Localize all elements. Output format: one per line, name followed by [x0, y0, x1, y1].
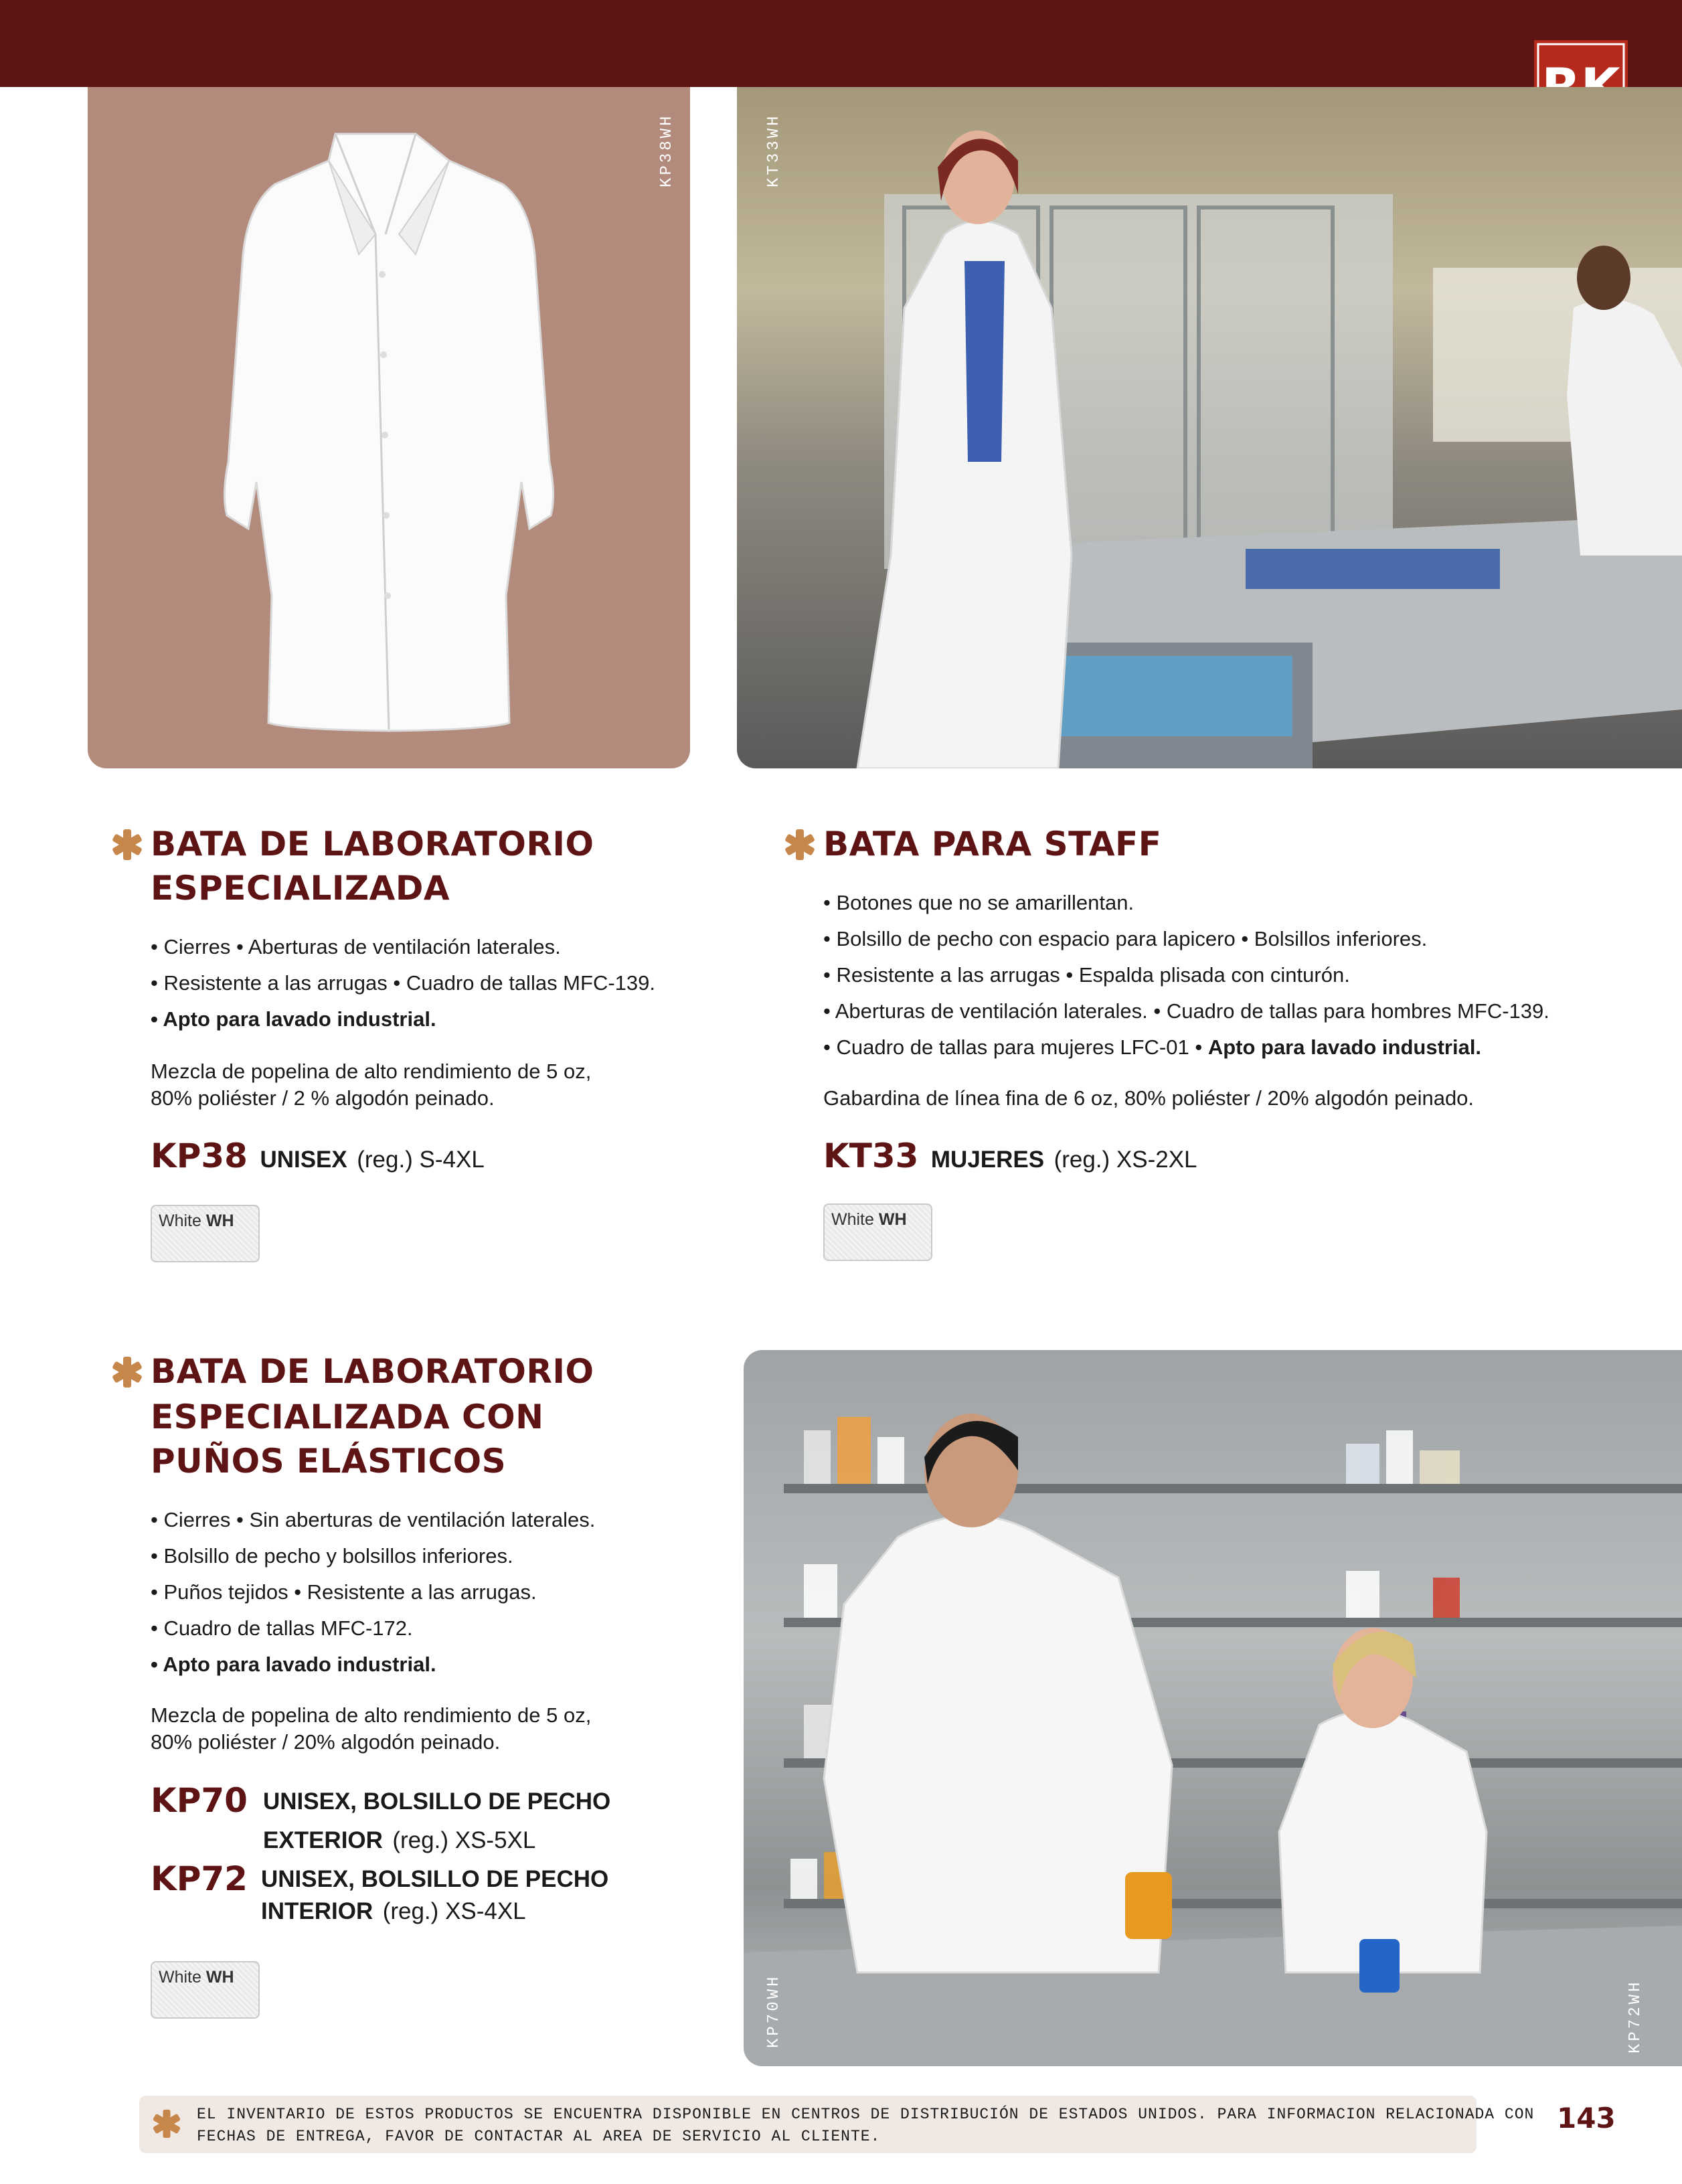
size-range: (reg.) XS-2XL: [1054, 1147, 1197, 1173]
fit-label: UNISEX, BOLSILLO DE PECHO: [263, 1788, 611, 1815]
feature-item: • Cuadro de tallas MFC-172.: [151, 1616, 413, 1640]
fit-label: EXTERIOR: [263, 1827, 383, 1853]
kp72-style-line2: [261, 1898, 526, 1925]
feature-item: • Bolsillo de pecho con espacio para lapicero • Bolsillos inferiores.: [823, 927, 1428, 950]
lab-coat-image: [88, 87, 690, 768]
top-bar: [0, 0, 1682, 87]
kp70-photo-code: KP70WH: [765, 1974, 783, 2048]
asterisk-icon: [110, 1355, 144, 1389]
swatch-label: [159, 1211, 234, 1231]
kp38-style-line: [151, 1136, 485, 1176]
kt33-features: [823, 885, 1549, 1066]
fit-label: UNISEX, BOLSILLO DE PECHO: [261, 1866, 609, 1892]
size-range: (reg.) XS-4XL: [382, 1898, 526, 1924]
style-code: KT33: [823, 1137, 919, 1175]
feature-item: • Cierres • Sin aberturas de ventilación laterales.: [151, 1508, 596, 1531]
size-range: (reg.) XS-5XL: [392, 1827, 536, 1853]
style-code: KP72: [151, 1859, 248, 1898]
style-code: KP70: [151, 1781, 248, 1820]
kt33-style-line: [823, 1136, 1197, 1176]
color-swatch-white[interactable]: [823, 1203, 932, 1261]
swatch-label: [159, 1968, 234, 1987]
kp70-style-line2: [263, 1827, 535, 1854]
note-line: FECHAS DE ENTREGA, FAVOR DE CONTACTAR AL AREA DE SERVICIO AL CLIENTE.: [197, 2128, 881, 2145]
swatch-color-name: White: [159, 1211, 201, 1230]
kp38-fabric-line2: 80% poliéster / 2 % algodón peinado.: [151, 1086, 495, 1110]
feature-item: • Resistente a las arrugas • Cuadro de tallas MFC-139.: [151, 971, 655, 995]
kt33-photo-code: KT33WH: [765, 113, 783, 187]
feature-item: • Botones que no se amarillentan.: [823, 891, 1134, 914]
asterisk-icon: [151, 2108, 182, 2139]
color-swatch-white[interactable]: [151, 1205, 260, 1262]
kp70-fabric-line1: Mezcla de popelina de alto rendimiento de 5 oz,: [151, 1703, 592, 1727]
kp38-title-line1: BATA DE LABORATORIO: [151, 825, 594, 863]
color-swatch-white[interactable]: [151, 1961, 260, 2019]
pharmacy-scene-image: [744, 1350, 1682, 2066]
kp70-title-line2: ESPECIALIZADA CON: [151, 1398, 544, 1436]
kp70-title-line3: PUÑOS ELÁSTICOS: [151, 1442, 507, 1481]
lab-scene-image: [737, 87, 1682, 768]
kp38-features: [151, 929, 655, 1037]
swatch-color-code: WH: [878, 1210, 907, 1229]
feature-item: • Resistente a las arrugas • Espalda plisada con cinturón.: [823, 963, 1350, 987]
style-code: KP38: [151, 1137, 248, 1175]
feature-item: • Aberturas de ventilación laterales. • Cuadro de tallas para hombres MFC-139.: [823, 999, 1549, 1023]
swatch-color-name: White: [831, 1210, 874, 1229]
swatch-color-code: WH: [205, 1211, 234, 1230]
kp38-title-line2: ESPECIALIZADA: [151, 869, 450, 908]
fit-label: INTERIOR: [261, 1898, 373, 1924]
size-range: (reg.) S-4XL: [357, 1147, 485, 1173]
feature-item: • Apto para lavado industrial.: [151, 1007, 436, 1031]
swatch-label: [831, 1210, 907, 1230]
swatch-color-name: White: [159, 1968, 201, 1987]
kt33-lifestyle-photo: [737, 87, 1682, 768]
feature-text-bold: Apto para lavado industrial.: [1207, 1035, 1482, 1059]
kt33-fabric: Gabardina de línea fina de 6 oz, 80% poliéster / 20% algodón peinado.: [823, 1086, 1475, 1110]
kp38-photo-code: KP38WH: [658, 113, 676, 187]
note-line: EL INVENTARIO DE ESTOS PRODUCTOS SE ENCUENTRA DISPONIBLE EN CENTROS DE DISTRIBUCIÓN DE ESTADOS UNIDOS. PARA INFORMACION RELACIONADA CON: [197, 2106, 1535, 2123]
feature-item: • Apto para lavado industrial.: [151, 1653, 436, 1676]
feature-item: • Cierres • Aberturas de ventilación laterales.: [151, 935, 561, 958]
feature-text: • Cuadro de tallas para mujeres LFC-01 •: [823, 1035, 1208, 1059]
inventory-note-text: [197, 2104, 1535, 2148]
fit-label: UNISEX: [260, 1147, 347, 1173]
kp38-fabric-line1: Mezcla de popelina de alto rendimiento de 5 oz,: [151, 1060, 592, 1083]
kp70-title-line1: BATA DE LABORATORIO: [151, 1352, 594, 1391]
swatch-color-code: WH: [205, 1968, 234, 1987]
kp72-photo-code: KP72WH: [1626, 1979, 1645, 2053]
fit-label: MUJERES: [930, 1147, 1045, 1173]
kt33-title: BATA PARA STAFF: [823, 825, 1162, 863]
kp38-product-photo: [88, 87, 690, 768]
asterisk-icon: [783, 828, 817, 861]
asterisk-icon: [110, 828, 144, 861]
feature-item: • Puños tejidos • Resistente a las arrugas.: [151, 1580, 537, 1604]
kp70-fabric-line2: 80% poliéster / 20% algodón peinado.: [151, 1730, 501, 1754]
feature-item: [823, 1029, 1549, 1066]
kp70-kp72-lifestyle-photo: [744, 1350, 1682, 2066]
feature-item: • Bolsillo de pecho y bolsillos inferiores.: [151, 1544, 513, 1568]
kp70-features: [151, 1502, 595, 1683]
page-number: 143: [1557, 2102, 1616, 2134]
